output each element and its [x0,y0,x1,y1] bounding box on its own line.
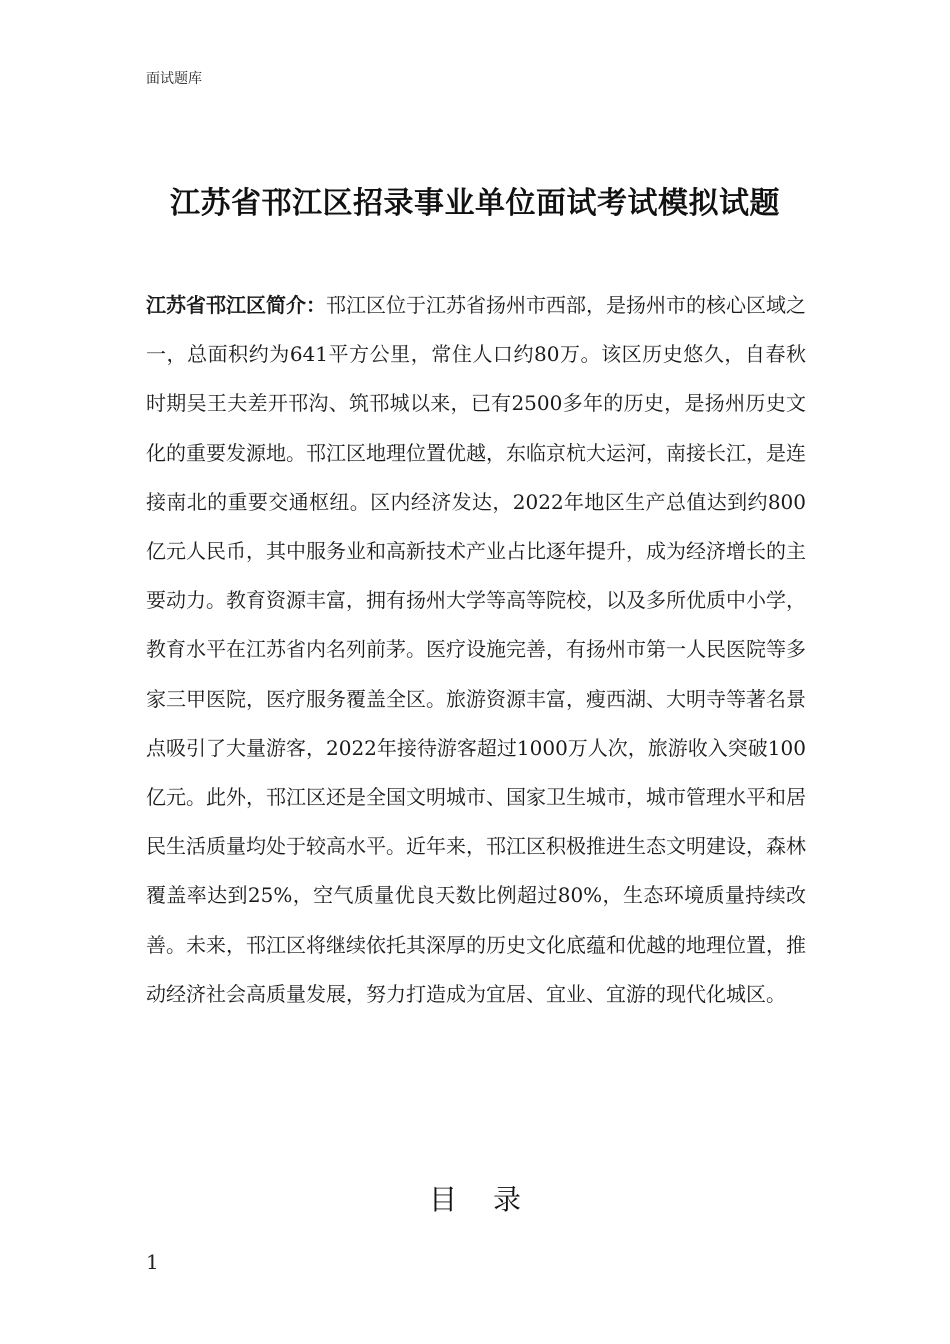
document-title: 江苏省邗江区招录事业单位面试考试模拟试题 [170,186,780,221]
toc-heading: 目录 [428,1183,557,1216]
intro-body: 邗江区位于江苏省扬州市西部，是扬州市的核心区域之一，总面积约为641平方公里，常住人口约80万。该区历史悠久，自春秋时期吴王夫差开邗沟、筑邗城以来，已有2500多年的历史，是扬州历史文化的重要发源地。邗江区地理位置优越，东临京杭大运河，南接长江，是连接南北的重要交通枢纽。区内经济发达，2022年地区生产总值达到约800亿元人民币，其中服务业和高新技术产业占比逐年提升，成为经济增长的主要动力。教育资源丰富，拥有扬州大学等高等院校，以及多所优质中小学，教育水平在江苏省内名列前茅。医疗设施完善，有扬州市第一人民医院等多家三甲医院，医疗服务覆盖全区。旅游资源丰富，瘦西湖、大明寺等著名景点吸引了大量游客，2022年接待游客超过1000万人次，旅游收入突破100亿元。此外，邗江区还是全国文明城市、国家卫生城市，城市管理水平和居民生活质量均处于较高水平。近年来，邗江区积极推进生态文明建设，森林覆盖率达到25%，空气质量优良天数比例超过80%，生态环境质量持续改善。未来，邗江区将继续依托其深厚的历史文化底蕴和优越的地理位置，推动经济社会高质量发展，努力打造成为宜居、宜业、宜游的现代化城区。 [146,293,806,1006]
page-number: 1 [146,1250,159,1274]
intro-paragraph [146,281,806,1019]
intro-lead: 江苏省邗江区简介： [146,293,326,317]
page-header-label: 面试题库 [146,71,202,87]
